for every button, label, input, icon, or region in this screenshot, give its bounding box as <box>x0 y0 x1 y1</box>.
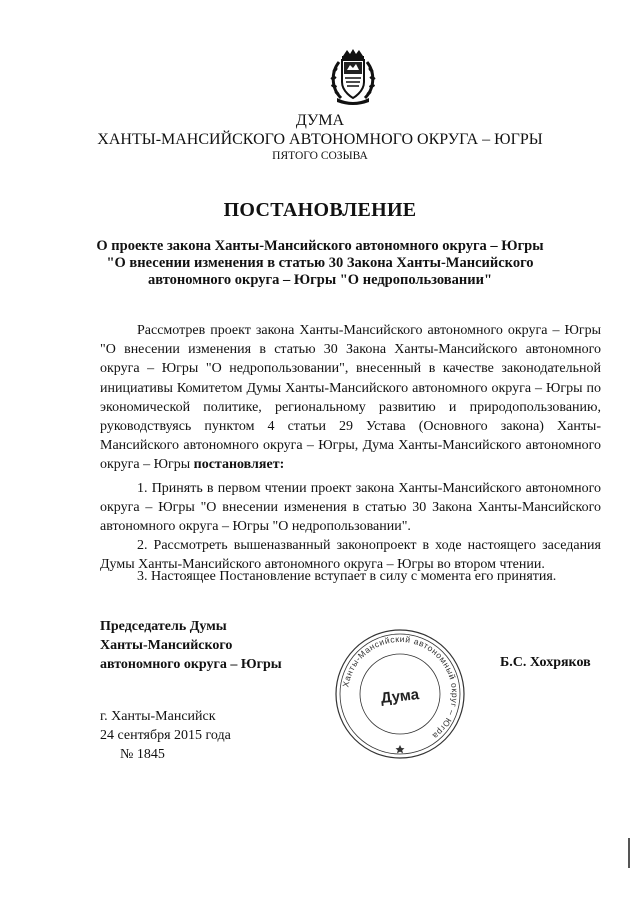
date-label: 24 сентября 2015 года <box>100 728 231 743</box>
official-seal-stamp <box>333 627 467 761</box>
intro-paragraph <box>100 321 601 475</box>
document-subject <box>0 238 640 289</box>
org-name-line2: ХАНТЫ-МАНСИЙСКОГО АВТОНОМНОГО ОКРУГА – ЮГРЫ <box>97 131 543 148</box>
seal-star-icon <box>396 745 405 753</box>
resolves-word: постановляет: <box>193 457 285 473</box>
convocation-label: ПЯТОГО СОЗЫВА <box>272 150 368 162</box>
intro-text: Рассмотрев проект закона Ханты-Мансийского автономного округа – Югры "О внесении изменения в статью 30 Закона Ханты-Мансийского автономного округа – Югры "О недропользовании", внесенный в качестве законодательной инициативы Комитетом Думы Ханты-Мансийского автономного округа – Югры по экономической политике, региональному развитию и природопользованию, руководствуясь пунктом 4 статьи 29 Устава (Основного закона) Ханты-Мансийского автономного округа – Югры, Дума Ханты-Мансийского автономного округа – Югры <box>100 323 601 473</box>
place-and-date <box>100 707 231 764</box>
resolution-item-2: 2. Рассмотреть вышеназванный законопроект в ходе настоящего заседания Думы Ханты-Мансийского автономного округа – Югры во втором чтении. <box>100 538 601 573</box>
resolution-item-3: 3. Настоящее Постановление вступает в силу с момента его принятия. <box>137 569 557 584</box>
signatory-name: Б.С. Хохряков <box>500 655 591 670</box>
city-label: г. Ханты-Мансийск <box>100 709 216 724</box>
scan-margin-mark <box>628 838 630 868</box>
subject-line-2: "О внесении изменения в статью 30 Закона Ханты-Мансийского <box>106 255 534 271</box>
seal-ring-text: Ханты-Мансийский автономный округ – Югра <box>340 633 461 742</box>
coat-of-arms-emblem <box>329 48 377 106</box>
signatory-title-line1: Председатель Думы <box>100 619 227 634</box>
org-name-line1: ДУМА <box>295 112 345 129</box>
document-number: № 1845 <box>120 747 165 762</box>
document-type-title: ПОСТАНОВЛЕНИЕ <box>223 199 417 221</box>
signatory-title-line3: автономного округа – Югры <box>100 657 282 672</box>
signatory-title-line2: Ханты-Мансийского <box>100 638 233 653</box>
signatory-title <box>100 617 320 674</box>
subject-line-1: О проекте закона Ханты-Мансийского автономного округа – Югры <box>96 238 544 254</box>
resolution-item-1: 1. Принять в первом чтении проект закона Ханты-Мансийского автономного округа – Югры "О внесении изменения в статью 30 Закона Ханты-Мансийского автономного округа – Югры "О недропользовании". <box>100 481 601 535</box>
subject-line-3: автономного округа – Югры "О недропользовании" <box>147 272 493 288</box>
seal-center-text: Дума <box>380 686 420 707</box>
